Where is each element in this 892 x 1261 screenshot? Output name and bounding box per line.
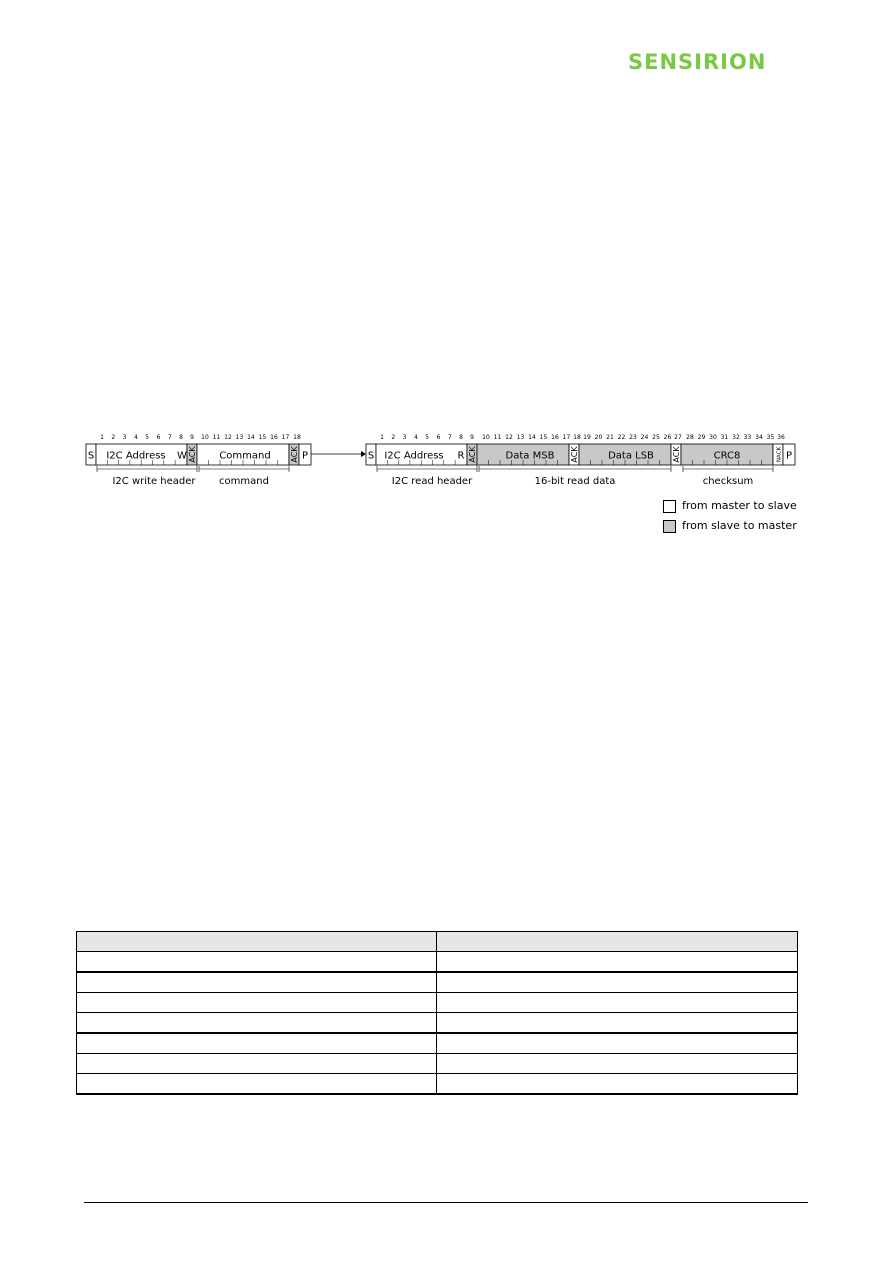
table-cell: [437, 1033, 798, 1054]
write-command-brace-label: command: [219, 476, 269, 487]
read-rw-bit: R: [457, 450, 465, 462]
write-sequence: [86, 434, 311, 487]
legend-swatch-grey: [663, 520, 676, 533]
table-cell: [77, 1033, 437, 1054]
bit-number: 19: [583, 434, 591, 441]
legend-label: from slave to master: [682, 519, 797, 532]
bit-number: 10: [201, 434, 209, 441]
bit-number: 33: [743, 434, 752, 441]
bit-number: 11: [493, 434, 502, 441]
write-address-label: I2C Address: [106, 450, 166, 462]
read-stop: P: [785, 450, 793, 462]
bit-number: 6: [436, 434, 441, 441]
bit-number: 9: [470, 434, 474, 441]
read-address-label: I2C Address: [384, 450, 444, 462]
bit-number: 10: [482, 434, 490, 441]
bit-number: 5: [425, 434, 430, 441]
table-header-cell: [437, 932, 798, 952]
bit-number: 12: [224, 434, 232, 441]
i2c-sequence-diagram: [0, 0, 892, 560]
bit-number: 15: [539, 434, 548, 441]
table-cell: [437, 993, 798, 1013]
table-row: [77, 972, 798, 993]
bit-number: 9: [190, 434, 194, 441]
bit-number: 11: [212, 434, 221, 441]
bit-number: 13: [235, 434, 244, 441]
table-cell: [77, 993, 437, 1013]
table-cell: [77, 972, 437, 993]
table-cell: [77, 1054, 437, 1074]
bit-number: 16: [270, 434, 278, 441]
bit-number: 4: [133, 434, 138, 441]
table-cell: [437, 1054, 798, 1074]
bit-number: 2: [391, 434, 396, 441]
table-row: [77, 1054, 798, 1074]
bit-number: 12: [505, 434, 513, 441]
bit-number: 14: [247, 434, 255, 441]
data-table: [76, 931, 798, 1095]
bit-number: 3: [402, 434, 407, 441]
bit-number: 30: [709, 434, 717, 441]
read-ack-3: ACK: [672, 446, 681, 463]
read-checksum-brace-label: checksum: [702, 476, 754, 487]
bit-number: 32: [732, 434, 740, 441]
bit-number: 2: [111, 434, 116, 441]
read-lsb-label: Data LSB: [608, 450, 654, 462]
read-crc-label: CRC8: [713, 450, 741, 462]
bit-number: 31: [720, 434, 729, 441]
write-command-label: Command: [219, 450, 271, 462]
read-ack-2: ACK: [570, 446, 579, 463]
read-data-brace-label: 16-bit read data: [534, 476, 616, 487]
bit-number: 8: [459, 434, 464, 441]
legend-swatch-white: [663, 500, 676, 513]
bit-number: 1: [380, 434, 384, 441]
bit-number: 16: [551, 434, 559, 441]
bit-number: 1: [100, 434, 104, 441]
sequence-arrow: [311, 451, 366, 457]
read-sequence: [366, 434, 795, 487]
table-row: [77, 952, 798, 973]
table-row: [77, 993, 798, 1013]
read-start: S: [367, 450, 375, 462]
bit-number: 14: [528, 434, 536, 441]
bit-number: 18: [573, 434, 581, 441]
bit-number: 36: [777, 434, 785, 441]
table-header-cell: [77, 932, 437, 952]
table-cell: [77, 1074, 437, 1095]
bit-number: 5: [145, 434, 150, 441]
write-stop: P: [301, 450, 309, 462]
bit-number: 27: [674, 434, 682, 441]
bit-number: 22: [617, 434, 626, 441]
bit-number: 18: [293, 434, 301, 441]
footer-divider: [84, 1202, 808, 1203]
bit-number: 28: [686, 434, 694, 441]
bit-number: 17: [562, 434, 571, 441]
table-row: [77, 1033, 798, 1054]
bit-number: 26: [663, 434, 672, 441]
table-row: [77, 1074, 798, 1095]
table-cell: [77, 952, 437, 973]
bit-number: 34: [755, 434, 763, 441]
bit-number: 24: [640, 434, 649, 441]
write-bit-numbers: [100, 434, 301, 441]
bit-number: 7: [447, 434, 452, 441]
sensirion-logo: SENSIRION: [628, 50, 767, 74]
bit-number: 13: [516, 434, 525, 441]
read-nack: NACK: [776, 446, 783, 463]
bit-number: 17: [281, 434, 290, 441]
bit-number: 6: [156, 434, 161, 441]
bit-number: 3: [122, 434, 127, 441]
table-cell: [437, 952, 798, 973]
table-cell: [437, 1074, 798, 1095]
bit-number: 20: [594, 434, 603, 441]
bit-number: 8: [179, 434, 184, 441]
table-cell: [437, 1013, 798, 1034]
bit-number: 4: [413, 434, 418, 441]
write-ack-1: ACK: [188, 446, 197, 463]
table-cell: [77, 1013, 437, 1034]
bit-number: 7: [167, 434, 172, 441]
write-start: S: [87, 450, 95, 462]
legend-label: from master to slave: [682, 499, 797, 512]
write-rw-bit: W: [177, 450, 187, 462]
read-header-brace-label: I2C read header: [391, 476, 473, 487]
bit-number: 35: [766, 434, 775, 441]
write-header-brace-label: I2C write header: [112, 476, 196, 487]
bit-number: 25: [652, 434, 660, 441]
read-bit-numbers: [380, 434, 785, 441]
bit-number: 21: [606, 434, 614, 441]
bit-number: 29: [697, 434, 706, 441]
table-header-row: [77, 932, 798, 952]
table-row: [77, 1013, 798, 1034]
bit-number: 15: [258, 434, 267, 441]
write-ack-2: ACK: [290, 446, 299, 463]
bit-number: 23: [629, 434, 637, 441]
read-ack-1: ACK: [468, 446, 477, 463]
read-msb-label: Data MSB: [505, 450, 555, 462]
table-cell: [437, 972, 798, 993]
